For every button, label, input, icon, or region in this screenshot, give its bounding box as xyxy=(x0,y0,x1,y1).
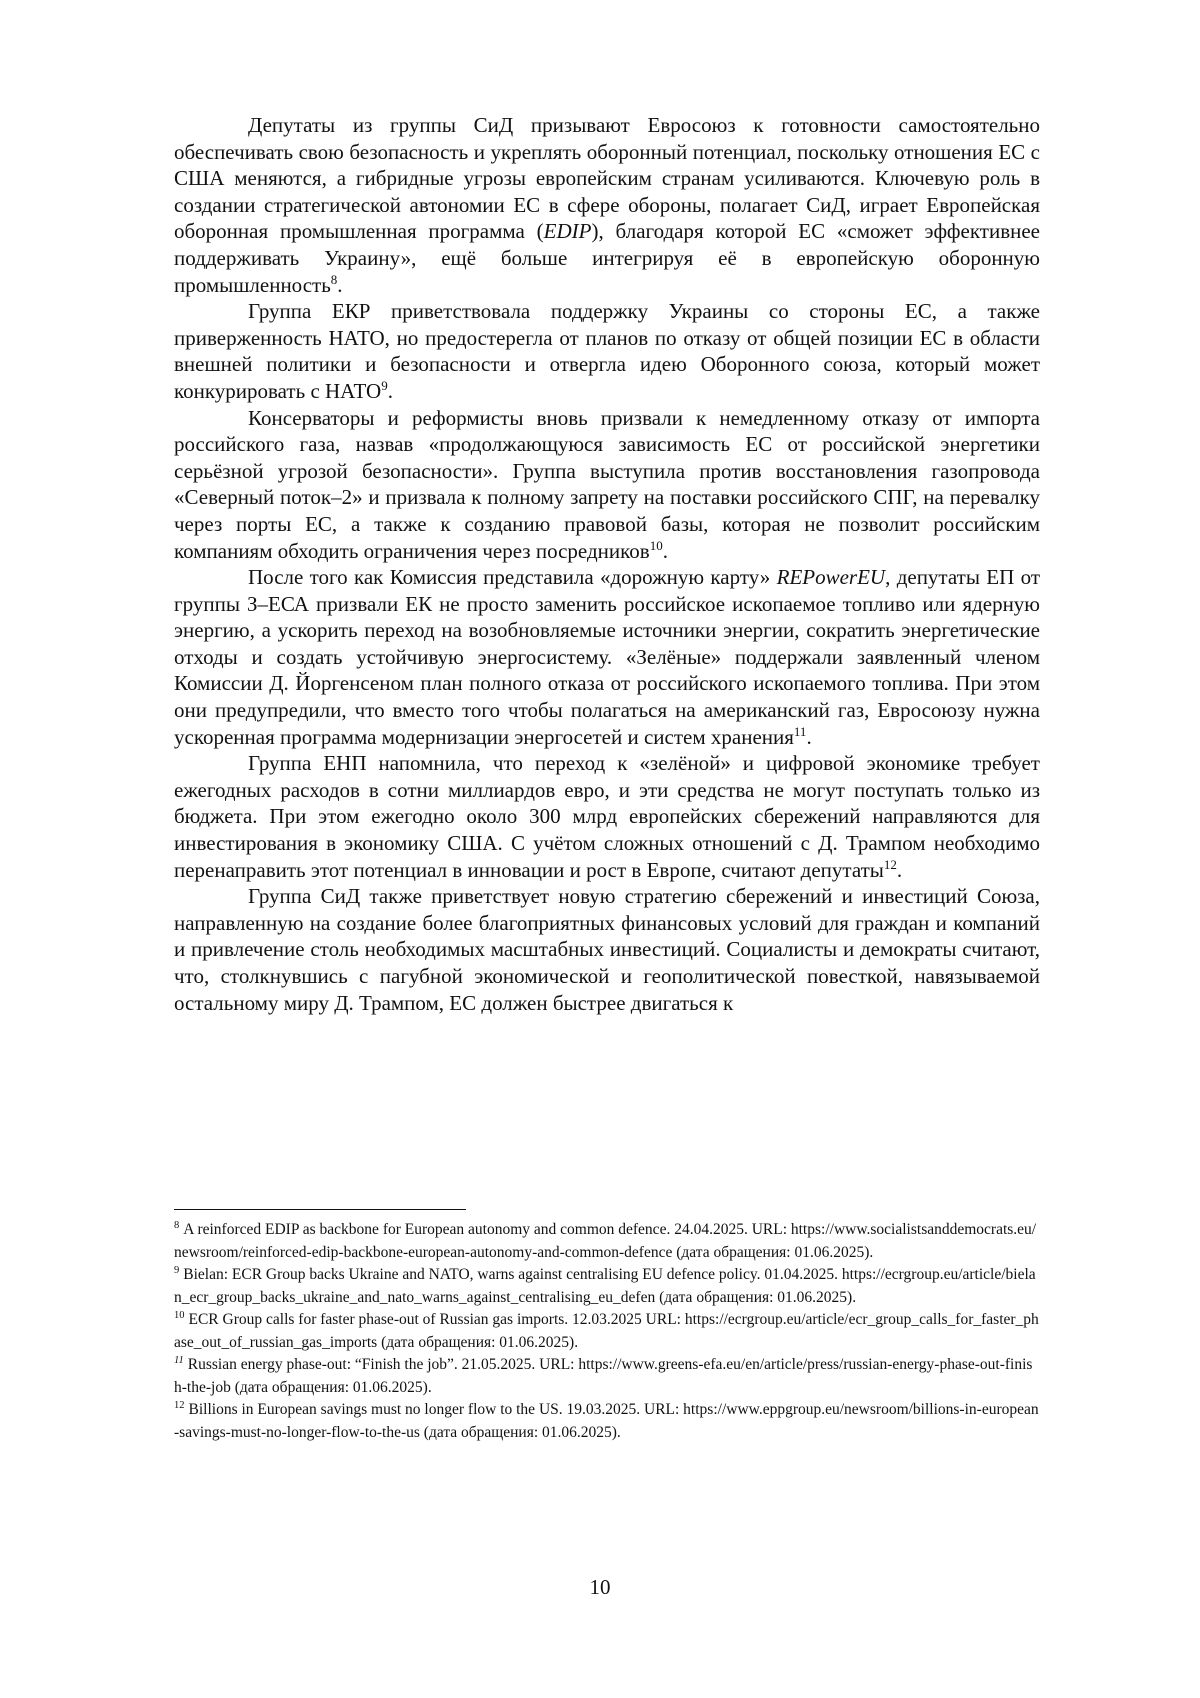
text-run: Депутаты из группы СиД призывают Евросоюз к готовности самостоятельно обеспечивать свою безопасность и укреплять оборонный потенциал, поскольку отношения ЕС с США меняются, а гибридные угрозы европейским странам усиливаются. Ключевую роль в создании стратегической автономии ЕС в сфере обороны, полагает СиД, играет Европейская оборонная промышленная программа ( xyxy=(174,113,1040,244)
text-run: Консерваторы и реформисты вновь призвали к немедленному отказу от импорта российского газа, назвав «продолжающуюся зависимость ЕС от российской энергетики серьёзной угрозой безопасности». Группа выступила против восстановления газопровода «Северный поток–2» и призвала к полному запрету на поставки российского СПГ, на перевалку через порты ЕС, а также к созданию правовой базы, которая не позволит российским компаниям обходить ограничения через посредников xyxy=(174,405,1040,563)
text-run: После того как Комиссия представила «дорожную карту» xyxy=(248,565,777,590)
footnote xyxy=(174,1219,1040,1264)
footnote xyxy=(174,1309,1040,1354)
text-run: Группа ЕКР приветствовала поддержку Украины со стороны ЕС, а также приверженность НАТО, но предостерегла от планов по отказу от общей позиции ЕС в области внешней политики и безопасности и отвергла идею Оборонного союза, который может конкурировать с НАТО xyxy=(174,299,1040,403)
paragraph xyxy=(174,112,1040,298)
footnote-text: ECR Group calls for faster phase-out of Russian gas imports. 12.03.2025 URL: https://ecrgroup.eu/article/ecr_group_calls_for_faster_phase_out_of_russian_gas_imports (дата обращения: 01.06.2025). xyxy=(174,1311,1039,1351)
footnote-ref: 12 xyxy=(883,856,897,872)
footnote-ref: 10 xyxy=(649,537,663,553)
text-run: Группа ЕНП напомнила, что переход к «зелёной» и цифровой экономике требует ежегодных расходов в сотни миллиардов евро, и эти средства не могут поступать только из бюджета. При этом ежегодно около 300 млрд европейских сбережений направляются для инвестирования в экономику США. С учётом сложных отношений с Д. Трампом необходимо перенаправить этот потенциал в инновации и рост в Европе, считают депутаты xyxy=(174,751,1040,882)
paragraph xyxy=(174,750,1040,883)
footnote-number: 9 xyxy=(174,1264,180,1276)
footnote-text: Billions in European savings must no longer flow to the US. 19.03.2025. URL: https://www.eppgroup.eu/newsroom/billions-in-european-savings-must-no-longer-flow-to-the-us (дата обращения: 01.06.2025). xyxy=(174,1401,1039,1441)
main-text xyxy=(174,112,1040,1016)
footnote-text: Russian energy phase-out: “Finish the job”. 21.05.2025. URL: https://www.greens-efa.eu/en/article/press/russian-energy-phase-out-finish-the-job (дата обращения: 01.06.2025). xyxy=(174,1356,1033,1396)
paragraph xyxy=(174,883,1040,1016)
text-run: , депутаты ЕП от группы З–ЕСА призвали ЕК не просто заменить российское ископаемое топливо или ядерную энергию, а ускорить переход на возобновляемые источники энергии, сократить энергетические отходы и создать устойчивую энергосистему. «Зелёные» поддержали заявленный членом Комиссии Д. Йоргенсеном план полного отказа от российского ископаемого топлива. При этом они предупредили, что вместо того чтобы полагаться на американский газ, Евросоюзу нужна ускоренная программа модернизации энергосетей и систем хранения xyxy=(174,565,1040,749)
paragraph xyxy=(174,405,1040,565)
footnote-text: Bielan: ECR Group backs Ukraine and NATO, warns against centralising EU defence policy. 01.04.2025. https://ecrgroup.eu/article/bielan_ecr_group_backs_ukraine_and_nato_warns_against_centralising_eu_defen (дата обращения: 01.06.2025). xyxy=(174,1266,1036,1306)
footnote-ref: 11 xyxy=(793,723,807,739)
footnote-number: 10 xyxy=(174,1309,185,1321)
paragraph xyxy=(174,564,1040,750)
text-run: . xyxy=(662,538,668,563)
footnote-number: 8 xyxy=(174,1219,180,1231)
footnote-number: 11 xyxy=(174,1354,184,1366)
text-run: Группа СиД также приветствует новую стратегию сбережений и инвестиций Союза, направленную на создание более благоприятных финансовых условий для граждан и компаний и привлечение столь необходимых масштабных инвестиций. Социалисты и демократы считают, что, столкнувшись с пагубной экономической и геополитической повесткой, навязываемой остальному миру Д. Трампом, ЕС должен быстрее двигаться к xyxy=(174,884,1040,1015)
footnote-ref: 9 xyxy=(381,377,388,393)
footnote xyxy=(174,1399,1040,1444)
footnote-number: 12 xyxy=(174,1399,185,1411)
footnote-ref: 8 xyxy=(330,271,338,287)
text-run: . xyxy=(806,724,812,749)
footnote xyxy=(174,1354,1040,1399)
footnotes xyxy=(174,1219,1040,1444)
text-run: . xyxy=(387,378,393,403)
italic-term: EDIP xyxy=(543,219,592,244)
footnote-separator xyxy=(174,1209,466,1210)
text-run: ), благодаря которой ЕС «сможет эффективнее поддерживать Украину», ещё больше интегрируя её в европейскую оборонную промышленность xyxy=(174,219,1040,297)
footnote-text: A reinforced EDIP as backbone for European autonomy and common defence. 24.04.2025. URL: https://www.socialistsanddemocrats.eu/newsroom/reinforced-edip-backbone-european-autonomy-and-common-defence (дата обращения: 01.06.2025). xyxy=(174,1221,1037,1261)
page-number: 10 xyxy=(589,1575,611,1599)
text-run: . xyxy=(337,272,343,297)
footnote xyxy=(174,1264,1040,1309)
paragraph xyxy=(174,298,1040,404)
text-run: . xyxy=(896,857,903,882)
italic-term: REPowerEU xyxy=(776,565,886,590)
